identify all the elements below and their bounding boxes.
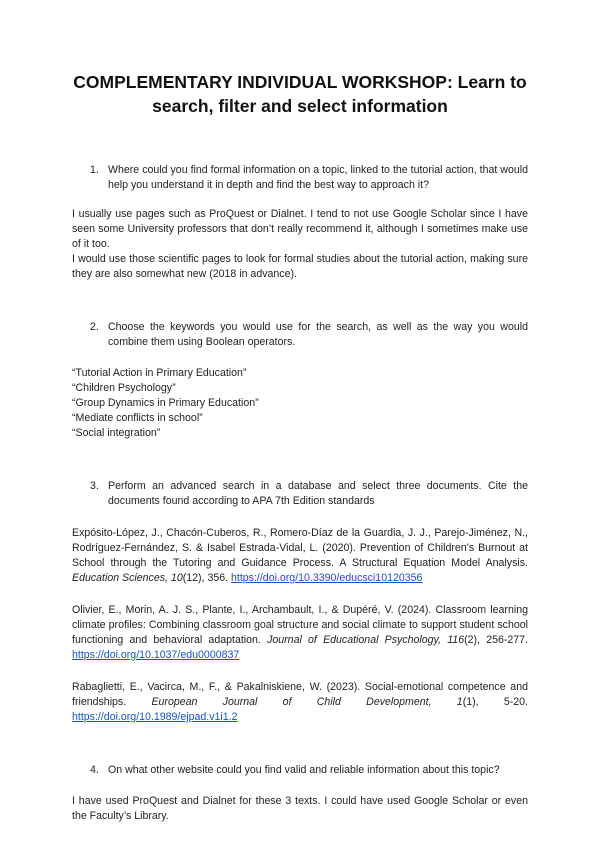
reference-text: Olivier, E., Morin, A. J. S., Plante, I., Archambault, I., & Dupéré, V. (2024). Classroom learning climate profiles: Combining classroom goal structure and social climate to support student school functioning and behavioral adaptation. (72, 604, 528, 646)
question-number: 4. (90, 764, 99, 776)
doi-link[interactable]: https://doi.org/10.1989/ejpad.v1i1.2 (72, 711, 238, 723)
reference-journal: European Journal of Child Development, 1 (151, 696, 463, 708)
keyword-item: “Mediate conflicts in school” (72, 412, 203, 424)
reference-journal: Journal of Educational Psychology, 116 (267, 634, 465, 646)
reference-2 (72, 603, 528, 663)
doi-link[interactable]: https://doi.org/10.3390/educsci10120356 (231, 572, 423, 584)
question-3 (72, 479, 528, 509)
question-4 (72, 763, 528, 778)
keyword-list (72, 366, 528, 441)
answer-1-paragraph-2: I would use those scientific pages to look for formal studies about the tutorial action, making sure they are also somewhat new (2018 in advance). (72, 253, 528, 280)
question-text: On what other website could you find valid and reliable information about this topic? (108, 764, 500, 776)
question-number: 1. (90, 164, 99, 176)
keyword-item: “Tutorial Action in Primary Education” (72, 367, 247, 379)
reference-1 (72, 526, 528, 586)
keyword-item: “Social integration” (72, 427, 161, 439)
reference-journal: Education Sciences, 10 (72, 572, 183, 584)
question-text: Perform an advanced search in a database and select three documents. Cite the documents found according to APA 7th Edition standards (108, 480, 528, 507)
doi-link[interactable]: https://doi.org/10.1037/edu0000837 (72, 649, 240, 661)
keyword-item: “Children Psychology” (72, 382, 176, 394)
reference-issue: (2), 256-277. (464, 634, 529, 646)
reference-3 (72, 680, 528, 725)
question-number: 2. (90, 321, 99, 333)
question-text: Choose the keywords you would use for the search, as well as the way you would combine them using Boolean operators. (108, 321, 528, 348)
reference-issue: (12), 356. (182, 572, 232, 584)
question-text: Where could you find formal information on a topic, linked to the tutorial action, that would help you understand it in depth and find the best way to approach it? (108, 164, 528, 191)
question-2 (72, 320, 528, 350)
answer-1-paragraph-1: I usually use pages such as ProQuest or Dialnet. I tend to not use Google Scholar since I have seen some University professors that don’t really recommend it, although I sometimes make use of it too. (72, 208, 528, 250)
page-title: COMPLEMENTARY INDIVIDUAL WORKSHOP: Learn to search, filter and select information (73, 72, 527, 116)
question-1 (72, 163, 528, 193)
keyword-item: “Group Dynamics in Primary Education” (72, 397, 259, 409)
reference-text: Expósito-López, J., Chacón-Cuberos, R., Romero-Díaz de la Guardia, J. J., Parejo-Jiménez, N., Rodríguez-Fernández, S. & Isabel Estrada-Vidal, L. (2020). Prevention of Children’s Burnout at School through the Tutoring and Guidance Process. A Structural Equation Model Analysis. (72, 527, 528, 569)
reference-issue: (1), 5-20. (462, 696, 529, 708)
answer-4-paragraph: I have used ProQuest and Dialnet for these 3 texts. I could have used Google Scholar or even the Faculty’s Library. (72, 795, 528, 822)
reference-text: Rabaglietti, E., Vacirca, M., F., & Pakalniskiene, W. (2023). Social-emotional competence and friendships. (72, 681, 528, 708)
question-number: 3. (90, 480, 99, 492)
